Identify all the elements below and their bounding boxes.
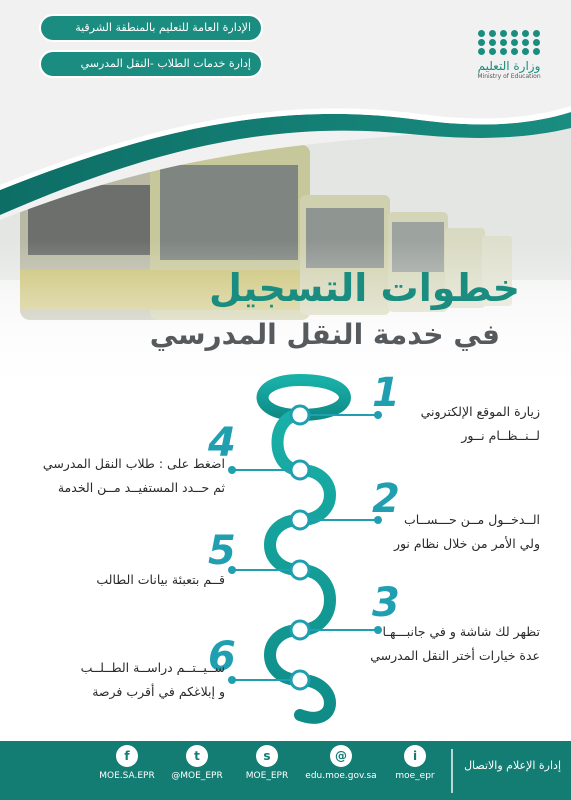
social-snapchat[interactable]: [232, 745, 302, 781]
social-label: moe_epr: [395, 771, 435, 781]
snapchat-icon: s: [256, 745, 278, 767]
footer: [0, 741, 571, 800]
web-icon: @: [330, 745, 352, 767]
facebook-icon: f: [116, 745, 138, 767]
directorate-label: الإدارة العامة للتعليم بالمنطقة الشرقية: [41, 16, 261, 40]
instagram-icon: i: [404, 745, 426, 767]
step-2-number: 2: [372, 476, 400, 522]
footer-title: إدارة الإعلام والاتصال: [464, 759, 561, 772]
step-1-number: 1: [372, 370, 400, 416]
department-label: إدارة خدمات الطلاب -النقل المدرسي: [41, 52, 261, 76]
ministry-name-en: Ministry of Education: [477, 73, 541, 80]
social-instagram[interactable]: [380, 745, 450, 781]
social-facebook[interactable]: [92, 745, 162, 781]
social-label: edu.moe.gov.sa: [305, 771, 377, 781]
social-website[interactable]: [300, 745, 382, 781]
page-subtitle: في خدمة النقل المدرسي: [149, 318, 500, 351]
step-4-text: اضغط على : طلاب النقل المدرسي ثم حــدد المستفيــد مــن الخدمة: [42, 456, 225, 495]
step-1-text: زيارة الموقع الإلكتروني لــنــظــام نــور: [420, 404, 540, 443]
ministry-name-ar: وزارة التعليم: [477, 59, 541, 73]
ministry-logo-icon: [463, 30, 555, 55]
step-3-text: تظهر لك شاشة و في جانبـــهـا عدة خيارات أختر النقل المدرسي: [370, 624, 540, 663]
step-6-number: 6: [208, 634, 236, 680]
twitter-icon: t: [186, 745, 208, 767]
step-4-number: 4: [208, 420, 236, 466]
page-title: خطوات التسجيل: [209, 266, 520, 310]
social-twitter[interactable]: [162, 745, 232, 781]
footer-divider: [451, 749, 453, 793]
step-3-number: 3: [372, 580, 400, 626]
social-label: MOE_EPR: [245, 771, 289, 781]
social-label: @MOE_EPR: [171, 771, 223, 781]
step-2-text: الــدخــول مــن حـــســاب ولي الأمر من خلال نظام نور: [393, 512, 540, 551]
step-6-text: ســيــتــم دراســة الطــلــب و إبلاغكم في أقرب فرصة: [80, 660, 225, 699]
ministry-logo: [463, 30, 555, 80]
social-label: MOE.SA.EPR: [99, 771, 155, 781]
step-nodes: [291, 406, 309, 689]
step-5-text: قــم بتعبئة بيانات الطالب: [96, 572, 225, 587]
step-5-number: 5: [208, 528, 236, 574]
